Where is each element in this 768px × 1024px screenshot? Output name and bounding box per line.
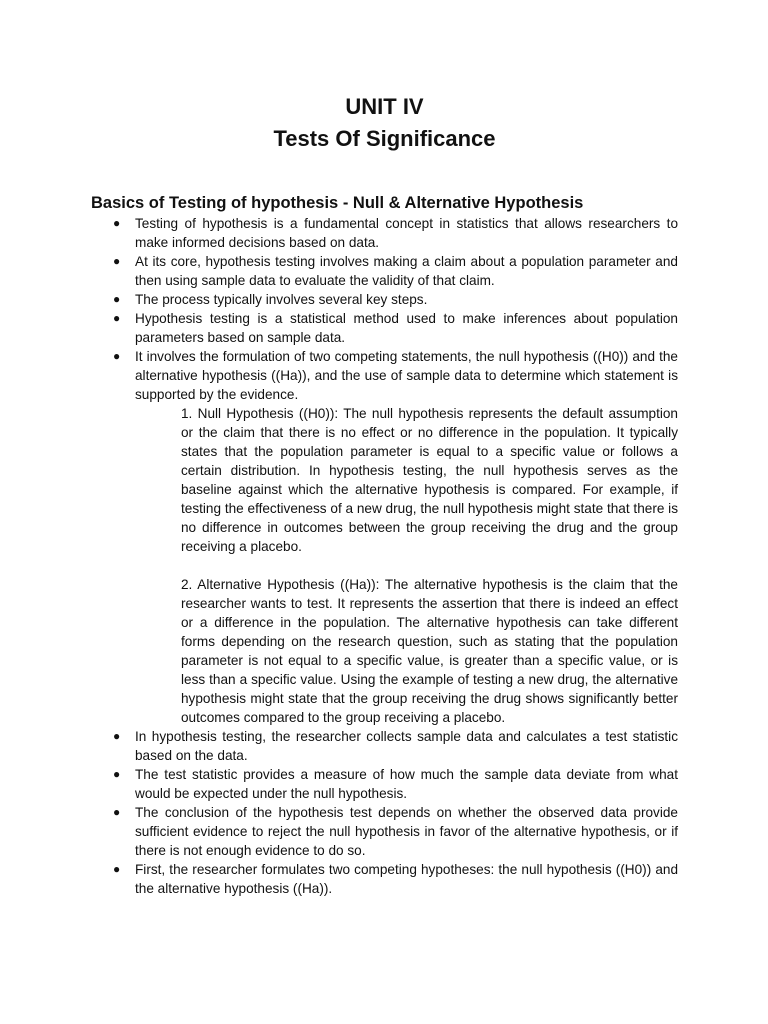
bullet-icon: ● (113, 292, 121, 306)
list-item (91, 860, 678, 898)
alternative-hypothesis-paragraph: 2. Alternative Hypothesis ((Ha)): The alternative hypothesis is the claim that the researcher wants to test. It represents the assertion that there is indeed an effect or a difference in the population. The alternative hypothesis can take different forms depending on the research question, such as stating that the population parameter is not equal to a specific value, is greater than a specific value, or is less than a specific value. Using the example of testing a new drug, the alternative hypothesis might state that the group receiving the drug shows significantly better outcomes compared to the group receiving a placebo. (181, 577, 678, 725)
bullet-list-2 (91, 727, 678, 898)
list-item (91, 252, 678, 290)
bullet-icon: ● (113, 311, 121, 325)
list-item-text: Testing of hypothesis is a fundamental concept in statistics that allows researchers to make informed decisions based on data. (135, 216, 678, 250)
bullet-icon: ● (113, 254, 121, 268)
list-item-text: The process typically involves several key steps. (135, 292, 428, 307)
list-item (91, 765, 678, 803)
list-item (91, 309, 678, 347)
page-title: Tests Of Significance (273, 126, 496, 151)
title-block (91, 0, 678, 154)
bullet-icon: ● (113, 862, 121, 876)
list-item-text: In hypothesis testing, the researcher collects sample data and calculates a test statistic based on the data. (135, 729, 678, 763)
bullet-icon: ● (113, 729, 121, 743)
bullet-icon: ● (113, 767, 121, 781)
list-item-text: Hypothesis testing is a statistical method used to make inferences about population parameters based on sample data. (135, 311, 678, 345)
list-item-text: The conclusion of the hypothesis test depends on whether the observed data provide sufficient evidence to reject the null hypothesis in favor of the alternative hypothesis, or if there is not enough evidence to do so. (135, 805, 678, 858)
list-item (91, 803, 678, 860)
bullet-icon: ● (113, 805, 121, 819)
list-item-text: The test statistic provides a measure of how much the sample data deviate from what would be expected under the null hypothesis. (135, 767, 678, 801)
unit-title: UNIT IV (345, 94, 424, 119)
section-heading: Basics of Testing of hypothesis - Null & Alternative Hypothesis (91, 194, 584, 212)
list-item-text: At its core, hypothesis testing involves making a claim about a population parameter and then using sample data to evaluate the validity of that claim. (135, 254, 678, 288)
list-item (91, 290, 678, 309)
list-item (91, 727, 678, 765)
bullet-icon: ● (113, 349, 121, 363)
null-hypothesis-paragraph: 1. Null Hypothesis ((H0)): The null hypothesis represents the default assumption or the claim that there is no effect or no difference in the population. It typically states that the population parameter is equal to a specific value or follows a certain distribution. In hypothesis testing, the null hypothesis serves as the baseline against which the alternative hypothesis is compared. For example, if testing the effectiveness of a new drug, the null hypothesis might state that there is no difference in outcomes between the group receiving the drug and the group receiving a placebo. (181, 406, 678, 554)
bullet-list-1 (91, 214, 678, 404)
list-item-text: First, the researcher formulates two competing hypotheses: the null hypothesis ((H0)) and the alternative hypothesis ((Ha)). (135, 862, 678, 896)
list-item (91, 347, 678, 404)
bullet-icon: ● (113, 216, 121, 230)
list-item-text: It involves the formulation of two competing statements, the null hypothesis ((H0)) and the alternative hypothesis ((Ha)), and the use of sample data to determine which statement is supported by the evidence. (135, 349, 678, 402)
list-item (91, 214, 678, 252)
